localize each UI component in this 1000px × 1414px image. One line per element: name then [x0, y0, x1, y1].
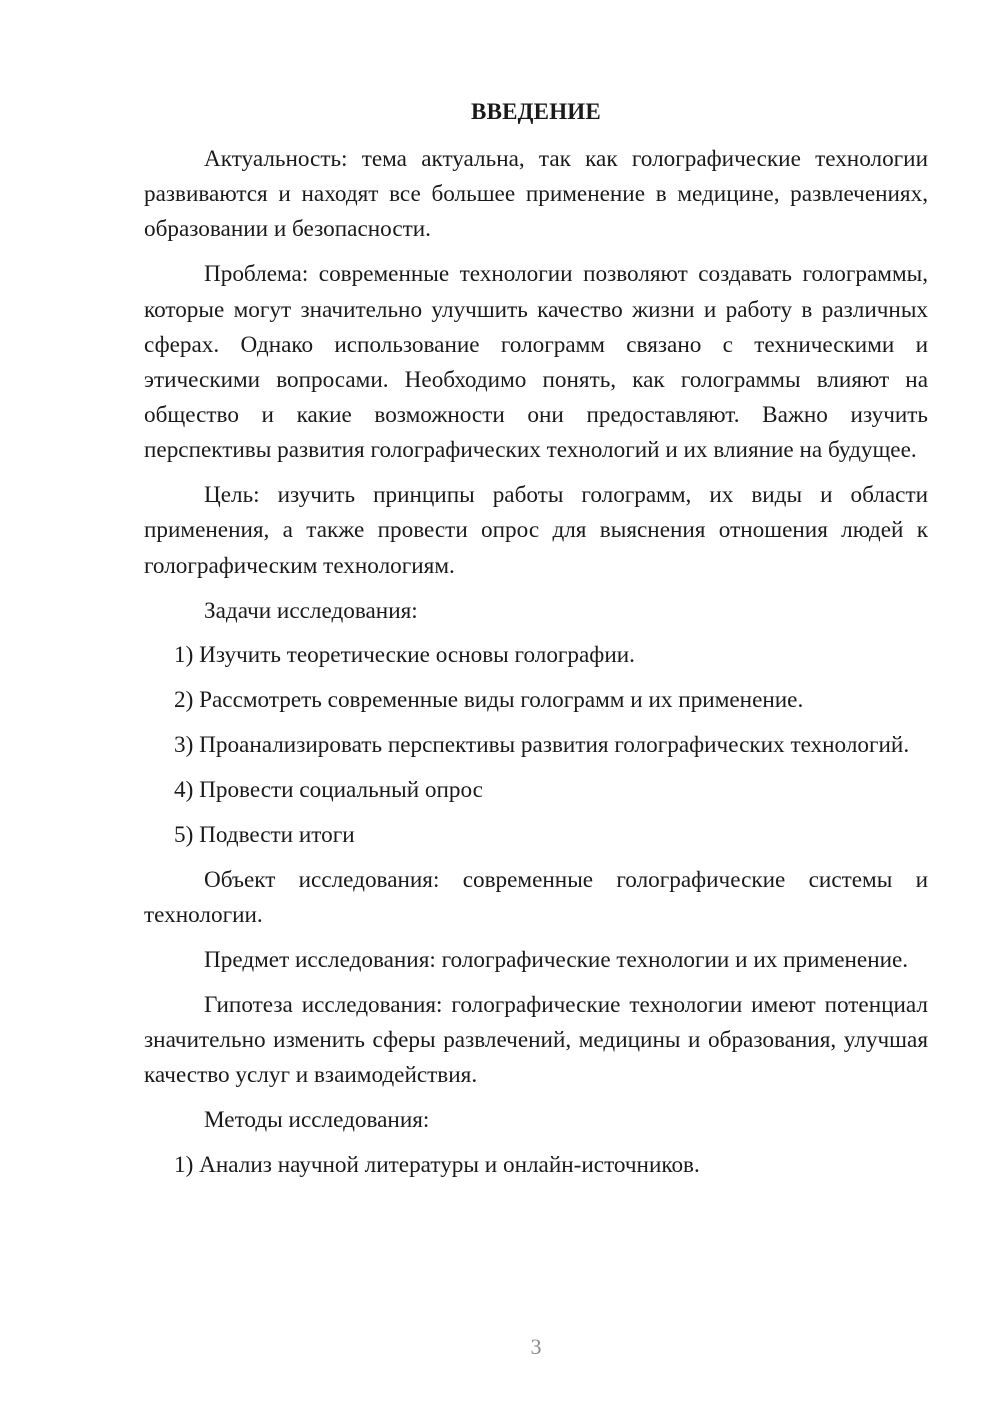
list-item-task-1: 1) Изучить теоретические основы голографии. [174, 642, 635, 669]
paragraph-problem: Проблема: современные технологии позволяют создавать голограммы, которые могут значительно улучшить качество жизни и работу в различных сферах. Однако использование голограмм связано с техническими и этическими вопросами. Необходимо понять, как голограммы влияют на общество и какие возможности они предоставляют. Важно изучить перспективы развития голографических технологий и их влияние на будущее. [144, 261, 928, 464]
paragraph-goal: Цель: изучить принципы работы голограмм, их виды и области применения, а также провести опрос для выяснения отношения людей к голографическим технологиям. [144, 482, 928, 579]
paragraph-subject: Предмет исследования: голографические технологии и их применение. [204, 946, 909, 973]
list-item-task-2: 2) Рассмотреть современные виды голограмм и их применение. [174, 687, 804, 714]
document-body [144, 142, 928, 1183]
paragraph-methods-heading: Методы исследования: [204, 1107, 430, 1134]
list-item-task-5: 5) Подвести итоги [174, 821, 355, 848]
paragraph-tasks-heading: Задачи исследования: [204, 597, 418, 624]
paragraph-hypothesis: Гипотеза исследования: голографические технологии имеют потенциал значительно изменить сферы развлечений, медицины и образования, улучшая качество услуг и взаимодействия. [144, 991, 928, 1089]
paragraph-object: Объект исследования: современные голографические системы и технологии. [144, 866, 928, 929]
paragraph-relevance: Актуальность: тема актуальна, так как голографические технологии развиваются и находят все большее применение в медицине, развлечениях, образовании и безопасности. [144, 146, 928, 243]
list-item-method-1: 1) Анализ научной литературы и онлайн-источников. [174, 1152, 700, 1179]
list-item-task-3: 3) Проанализировать перспективы развития голографических технологий. [174, 732, 910, 759]
section-heading: ВВЕДЕНИЕ [471, 99, 601, 124]
list-item-task-4: 4) Провести социальный опрос [174, 777, 483, 804]
page-number: 3 [530, 1334, 542, 1359]
